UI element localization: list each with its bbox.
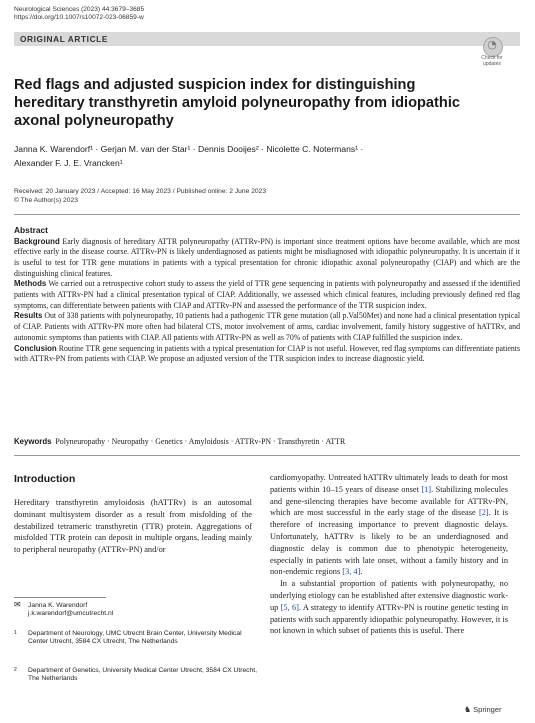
citation-link[interactable]: [2] (478, 508, 489, 518)
journal-citation: Neurological Sciences (2023) 44:3679–3685 (14, 6, 145, 13)
envelope-icon: ✉ (14, 600, 21, 609)
abstract-background: Background Early diagnosis of hereditary ATTR polyneuropathy (ATTRv-PN) is important since treatment options have become available, which are most effective early in the disease course. ATTRv-PN is likely underdiagnosed as patients might be misdiagnosed with idiopathic polyneuropathy. It is uncertain if it is useful to test for TTR gene mutations in patients with a typical presentation for chronic idiopathic axonal polyneuropathy (CIAP) and which are the distinguishing clinical features. (14, 236, 520, 278)
check-for-updates-label: Check for updates (481, 55, 503, 67)
affiliation-number: 1 (14, 630, 17, 636)
article-title: Red flags and adjusted suspicion index for distinguishing hereditary transthyretin amyloid polyneuropathy from idiopathic axonal polyneuropathy (14, 77, 460, 129)
bookmark-glyph-icon: ◔ (487, 38, 497, 51)
divider (14, 455, 520, 456)
dates-line: Received: 20 January 2023 / Accepted: 16 May 2023 / Published online: 2 June 2023 (14, 188, 267, 195)
paragraph: cardiomyopathy. Untreated hATTRv ultimately leads to death for most patients within 10–15 years of disease onset [1]. Stabilizing molecules and gene-silencing therapies have become available for ATTRv-PN, which are most successful in the early stage of the disease [2]. It is therefore of increasing importance to prevent diagnostic delays. Unfortunately, hATTRv is likely to be an underdiagnosed and diagnostic delay is common due to phenotypic heterogeneity, especially in patients with late onset, without a family history and in non-endemic regions [3, 4]. (270, 473, 509, 577)
abstract-results: Results Out of 338 patients with polyneuropathy, 10 patients had a pathogenic TTR gene mutation (all p.Val50Met) and none had a clinical presentation typical of CIAP. Patients with ATTRv-PN more often had bilateral CTS, motor involvement of arms, cardiac involvement, family history suggestive of hATTRv, and autonomic symptoms than patients with CIAP. All patients with ATTRv-PN as well as 70% of patients with CIAP fulfilled the suspicion index. (14, 311, 521, 342)
citation-link[interactable]: [1] (421, 484, 432, 494)
copyright-line: © The Author(s) 2023 (14, 197, 78, 204)
divider (14, 214, 520, 215)
affiliation-number: 2 (14, 667, 17, 673)
publisher-name: Springer (473, 705, 502, 714)
affiliation-text: Department of Neurology, UMC Utrecht Brain Center, University Medical Center Utrecht, 3584 CX Utrecht, The Netherlands (28, 630, 242, 646)
publisher-logo (464, 705, 502, 714)
keywords-label: Keywords (14, 437, 52, 446)
abstract-conclusion: Conclusion Routine TTR gene sequencing in patients with a typical presentation for CIAP is not useful. However, red flag symptoms can differentiate patients with ATTRv-PN from patients with CIAP. We propose an adjusted version of the TTR suspicion index to increase diagnostic yield. (14, 343, 520, 364)
paragraph: In a substantial proportion of patients with polyneuropathy, no underlying etiology can be established after extensive diagnostic work-up [5, 6]. A strategy to identify ATTRv-PN is routine genetic testing in patients with such apparently idiopathic polyneuropathy. However, it is not known in which subset of patients this is useful. There (270, 579, 508, 636)
footnote-divider (14, 597, 106, 598)
abstract-methods: Methods We carried out a retrospective cohort study to assess the yield of TTR gene sequencing in patients with polyneuropathy and assessed if the identified patients with ATTRv-PN had a clinical presentation typical of CIAP. Additionally, we assessed which clinical features, including previously defined red flag symptoms, can differentiate between patients with CIAP and ATTRv-PN and assessed the performance of the TTR suspicion index. (14, 279, 520, 310)
abstract-body (14, 237, 520, 365)
corresponding-author-email[interactable]: j.k.warendorf@umcutrecht.nl (28, 610, 114, 618)
check-for-updates-badge[interactable] (477, 37, 507, 67)
intro-right-column (270, 472, 508, 637)
author-line-1: Janna K. Warendorf¹ · Gerjan M. van der Star¹ · Dennis Dooijes² · Nicolette C. Notermans¹ · (14, 144, 364, 154)
citation-link[interactable]: [5, 6] (280, 602, 299, 612)
springer-horse-icon: ♞ (464, 705, 472, 714)
citation-link[interactable]: [3, 4] (342, 567, 361, 577)
keywords (14, 437, 520, 446)
doi-link[interactable]: https://doi.org/10.1007/s10072-023-06859-w (14, 14, 144, 22)
corresponding-author-name: Janna K. Warendorf (28, 602, 88, 609)
corresponding-author (28, 602, 113, 619)
journal-header (14, 6, 144, 22)
section-heading-introduction: Introduction (14, 473, 76, 485)
author-list (14, 143, 514, 170)
article-type-label: ORIGINAL ARTICLE (20, 34, 108, 44)
publication-dates (14, 187, 266, 205)
abstract-heading: Abstract (14, 225, 48, 235)
author-line-2: Alexander F. J. E. Vrancken¹ (14, 157, 123, 168)
affiliation-text: Department of Genetics, University Medical Center Utrecht, 3584 CX Utrecht, The Netherlands (28, 667, 257, 683)
keywords-list: Polyneuropathy · Neuropathy · Genetics · Amyloidosis · ATTRv-PN · Transthyretin · ATTR (55, 437, 346, 446)
intro-left-column: Hereditary transthyretin amyloidosis (hATTRv) is an autosomal dominant multisystem disorder as a result from misfolding of the destabilized tetrameric transthyretin (TTR) protein. Aggregations of misfolded TTR protein can deposit in multiple organs, leading mainly to peripheral neuropathy (ATTRv-PN) and/or (14, 498, 252, 555)
